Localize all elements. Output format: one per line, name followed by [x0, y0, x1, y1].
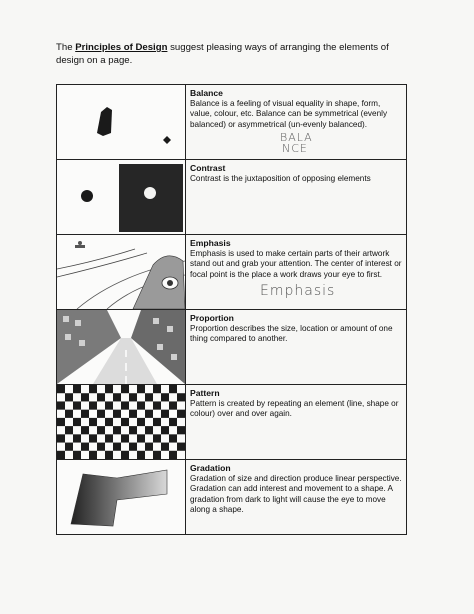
contrast-drawing [57, 160, 186, 235]
pattern-title: Pattern [190, 388, 220, 398]
emphasis-drawing [57, 235, 186, 310]
table-row [57, 235, 407, 310]
table-row [57, 160, 407, 235]
proportion-title: Proportion [190, 313, 234, 323]
balance-drawing [57, 85, 186, 160]
table-row [57, 85, 407, 160]
proportion-drawing [57, 310, 186, 385]
table-row [57, 310, 407, 385]
balance-handwriting: BALA NCE [280, 131, 313, 155]
pattern-drawing [57, 385, 186, 460]
proportion-description-cell [186, 310, 407, 385]
contrast-description-cell [186, 160, 407, 235]
balance-title: Balance [190, 88, 223, 98]
contrast-title: Contrast [190, 163, 226, 173]
principles-table [56, 84, 407, 535]
gradation-description-cell [186, 460, 407, 535]
pattern-description-cell [186, 385, 407, 460]
contrast-text: Contrast is the juxtaposition of opposing elements [190, 173, 371, 183]
balance-description-cell [186, 85, 407, 160]
table-row [57, 385, 407, 460]
principles-term: Principles of Design [75, 42, 168, 53]
proportion-text: Proportion describes the size, location or amount of one thing compared to another. [190, 323, 393, 344]
table-row [57, 460, 407, 535]
emphasis-handwriting: Emphasis [260, 283, 336, 299]
gradation-text: Gradation of size and direction produce linear perspective. Gradation can add interest and movement to a shape. A gradation from dark to light will cause the eye to move along a shape. [190, 473, 402, 515]
emphasis-text: Emphasis is used to make certain parts of their artwork stand out and grab your attention. The center of interest or focal point is the place a work draws your eye to first. [190, 248, 402, 279]
emphasis-title: Emphasis [190, 238, 231, 248]
emphasis-description-cell [186, 235, 407, 310]
balance-text: Balance is a feeling of visual equality in shape, form, value, colour, etc. Balance can be symmetrical (evenly balanced) or asymmetrical (un-evenly balanced). [190, 98, 388, 129]
gradation-title: Gradation [190, 463, 231, 473]
intro-text: The Principles of Design suggest pleasing ways of arranging the elements of design on a page. [56, 42, 389, 66]
gradation-drawing [57, 460, 186, 535]
pattern-text: Pattern is created by repeating an element (line, shape or colour) over and over again. [190, 398, 399, 419]
